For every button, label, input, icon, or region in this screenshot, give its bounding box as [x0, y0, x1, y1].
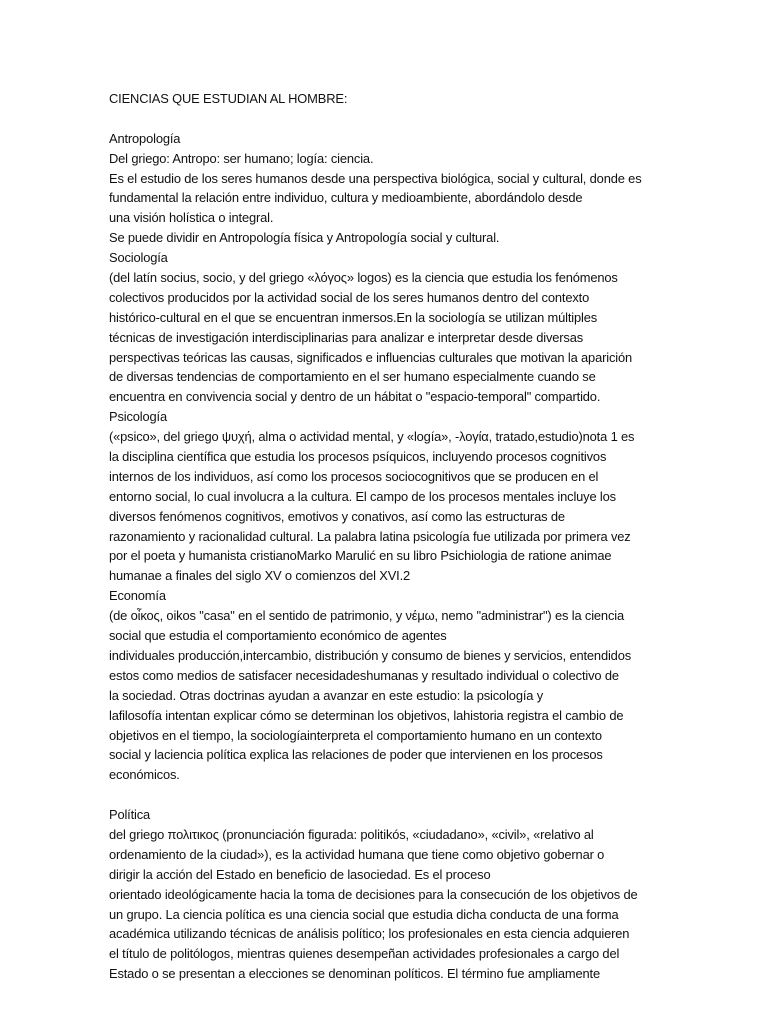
paragraph-line: por el poeta y humanista cristianoMarko Marulić en su libro Psichiologia de ratione animae [109, 548, 612, 564]
paragraph-line: ordenamiento de la ciudad»), es la actividad humana que tiene como objetivo gobernar o [109, 846, 605, 862]
paragraph-line: fundamental la relación entre individuo, cultura y medioambiente, abordándolo desde [109, 190, 583, 206]
paragraph-line: la disciplina científica que estudia los procesos psíquicos, incluyendo procesos cognitivos [109, 449, 607, 465]
paragraph-line: entorno social, lo cual involucra a la cultura. El campo de los procesos mentales incluye los [109, 488, 616, 504]
paragraph-line: lafilosofía intentan explicar cómo se determinan los objetivos, lahistoria registra el cambio de [109, 707, 624, 723]
paragraph-line: Es el estudio de los seres humanos desde una perspectiva biológica, social y cultural, donde es [109, 170, 642, 186]
heading-sociologia: Sociología [109, 250, 168, 266]
paragraph-line: (del latín socius, socio, y del griego «λόγος» logos) es la ciencia que estudia los fenómenos [109, 270, 618, 286]
paragraph-line: estos como medios de satisfacer necesidadeshumanas y resultado individual o colectivo de [109, 667, 619, 683]
paragraph-line: social que estudia el comportamiento económico de agentes [109, 628, 447, 644]
paragraph-line: el título de politólogos, mientras quienes desempeñan actividades profesionales a cargo del [109, 946, 620, 962]
paragraph-line: humanae a finales del siglo XV o comienzos del XVI.2 [109, 568, 411, 584]
heading-psicologia: Psicología [109, 409, 167, 425]
paragraph-line: colectivos producidos por la actividad social de los seres humanos dentro del contexto [109, 289, 590, 305]
paragraph-line: la sociedad. Otras doctrinas ayudan a avanzar en este estudio: la psicología y [109, 687, 544, 703]
paragraph-line: Estado o se presentan a elecciones se denominan políticos. El término fue ampliamente [109, 966, 600, 982]
paragraph-line: internos de los individuos, así como los procesos sociocognitivos que se producen en el [109, 468, 599, 484]
paragraph-line: del griego πολιτικος (pronunciación figurada: politikós, «ciudadano», «civil», «relativo al [109, 826, 594, 842]
paragraph-line: (de οἶκος, oikos "casa" en el sentido de patrimonio, y νέμω, nemo "administrar") es la ciencia [109, 608, 624, 624]
paragraph-line: económicos. [109, 767, 180, 783]
paragraph-line: una visión holística o integral. [109, 210, 274, 226]
paragraph-line: Se puede dividir en Antropología física y Antropología social y cultural. [109, 230, 500, 246]
paragraph-line: diversos fenómenos cognitivos, emotivos y conativos, así como las estructuras de [109, 508, 565, 524]
heading-antropologia: Antropología [109, 130, 181, 146]
paragraph-line: académica utilizando técnicas de análisis político; los profesionales en esta ciencia adquieren [109, 926, 630, 942]
paragraph-line: un grupo. La ciencia política es una ciencia social que estudia dicha conducta de una forma [109, 906, 619, 922]
spacer [109, 785, 669, 805]
paragraph-line: individuales producción,intercambio, distribución y consumo de bienes y servicios, entendidos [109, 647, 632, 663]
heading-economia: Economía [109, 588, 166, 604]
paragraph-line: orientado ideológicamente hacia la toma de decisiones para la consecución de los objetivos de [109, 886, 638, 902]
heading-politica: Política [109, 807, 151, 823]
spacer [109, 109, 669, 129]
paragraph-line: razonamiento y racionalidad cultural. La palabra latina psicología fue utilizada por primera vez [109, 528, 631, 544]
paragraph-line: Del griego: Antropo: ser humano; logía: ciencia. [109, 150, 374, 166]
paragraph-line: dirigir la acción del Estado en beneficio de lasociedad. Es el proceso [109, 866, 491, 882]
paragraph-line: encuentra en convivencia social y dentro de un hábitat o "espacio-temporal" compartido. [109, 389, 601, 405]
paragraph-line: social y laciencia política explica las relaciones de poder que intervienen en los procesos [109, 747, 603, 763]
paragraph-line: de diversas tendencias de comportamiento en el ser humano especialmente cuando se [109, 369, 596, 385]
paragraph-line: técnicas de investigación interdisciplinarias para analizar e interpretar desde diversas [109, 329, 584, 345]
paragraph-line: histórico-cultural en el que se encuentran inmersos.En la sociología se utilizan múltiples [109, 309, 598, 325]
paragraph-line: («psico», del griego ψυχή, alma o actividad mental, y «logía», -λογία, tratado,estudio)nota 1 es [109, 429, 635, 445]
document-title: CIENCIAS QUE ESTUDIAN AL HOMBRE: [109, 91, 348, 106]
paragraph-line: perspectivas teóricas las causas, significados e influencias culturales que motivan la aparición [109, 349, 632, 365]
paragraph-line: objetivos en el tiempo, la sociologíainterpreta el comportamiento humano en un contexto [109, 727, 602, 743]
document-page [109, 89, 669, 984]
